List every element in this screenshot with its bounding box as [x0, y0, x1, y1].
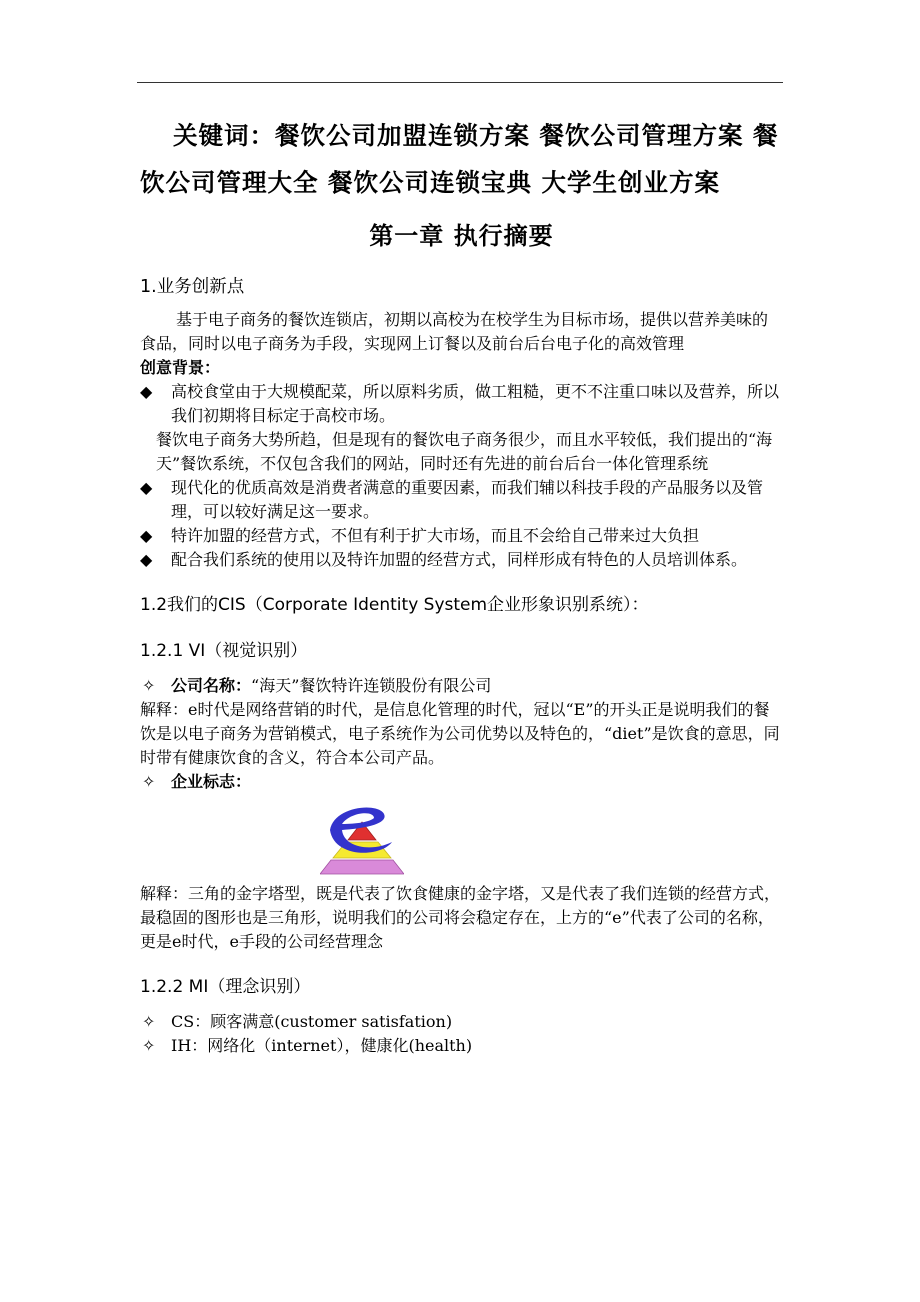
- diamond-outline-icon: ✧: [142, 1036, 156, 1055]
- explanation-paragraph: 解释：三角的金字塔型，既是代表了饮食健康的金字塔，又是代表了我们连锁的经营方式，最稳固的图形也是三角形，说明我们的公司将会稳定存在，上方的“e”代表了公司的名称，更是e时代，e手段的公司经营理念: [140, 884, 781, 951]
- background-label: 创意背景：: [140, 358, 221, 377]
- bullet-text: 配合我们系统的使用以及特许加盟的经营方式，同样形成有特色的人员培训体系。: [171, 550, 748, 569]
- bullet-item: [140, 380, 783, 428]
- company-name-value: “海天”餐饮特许连锁股份有限公司: [251, 676, 492, 695]
- keywords-line: 关键词：餐饮公司加盟连锁方案 餐饮公司管理方案 餐饮公司管理大全 餐饮公司连锁宝典 大学生创业方案: [140, 121, 779, 197]
- bullet-item: [140, 524, 783, 548]
- mi-item-text: CS：顾客满意(customer satisfation): [171, 1012, 453, 1031]
- diamond-bullet-icon: ◆: [140, 550, 153, 569]
- diamond-bullet-icon: ◆: [140, 478, 153, 497]
- header-rule: [137, 82, 783, 83]
- company-name-label: 公司名称：: [171, 676, 252, 695]
- explanation-paragraph: 解释：e时代是网络营销的时代，是信息化管理的时代，冠以“E”的开头正是说明我们的餐饮是以电子商务为营销模式，电子系统作为公司优势以及特色的，“diet”是饮食的意思，同时带有健康饮食的含义，符合本公司产品。: [140, 700, 780, 767]
- diamond-bullet-icon: ◆: [140, 382, 153, 401]
- bullet-text: 特许加盟的经营方式，不但有利于扩大市场，而且不会给自己带来过大负担: [171, 526, 700, 545]
- diamond-outline-icon: ✧: [142, 772, 156, 791]
- bullet-item: [140, 476, 783, 524]
- document-page: [140, 112, 783, 1058]
- bullet-text: 高校食堂由于大规模配菜，所以原料劣质，做工粗糙，更不不注重口味以及营养，所以我们初期将目标定于高校市场。: [171, 382, 780, 425]
- company-name-item: [140, 674, 783, 698]
- bullet-text: 现代化的优质高效是消费者满意的重要因素，而我们辅以科技手段的产品服务以及管理，可以较好满足这一要求。: [171, 478, 764, 521]
- intro-paragraph: 基于电子商务的餐饮连锁店，初期以高校为在校学生为目标市场，提供以营养美味的食品，同时以电子商务为手段，实现网上订餐以及前台后台电子化的高效管理: [140, 310, 769, 353]
- diamond-outline-icon: ✧: [142, 676, 156, 695]
- logo-label: 企业标志：: [171, 772, 252, 791]
- diamond-bullet-icon: ◆: [140, 526, 153, 545]
- chapter-title: 第一章 执行摘要: [369, 221, 554, 250]
- section-heading-vi: 1.2.1 VI（视觉识别）: [140, 641, 308, 661]
- section-heading-mi: 1.2.2 MI（理念识别）: [140, 977, 311, 997]
- section-heading-cis: 1.2我们的CIS（Corporate Identity System企业形象识别系统）：: [140, 595, 649, 615]
- logo-container: [140, 796, 783, 882]
- mi-item-text: IH：网络化（internet），健康化(health): [171, 1036, 473, 1055]
- bullet-item: [140, 548, 783, 572]
- mi-item: [140, 1010, 783, 1034]
- logo-label-item: [140, 770, 783, 794]
- mi-item: [140, 1034, 783, 1058]
- diamond-outline-icon: ✧: [142, 1012, 156, 1031]
- section-heading-innovation: 1.业务创新点: [140, 277, 245, 297]
- company-logo-icon: [320, 800, 404, 880]
- plain-paragraph: 餐饮电子商务大势所趋，但是现有的餐饮电子商务很少，而且水平较低，我们提出的“海天”餐饮系统，不仅包含我们的网站，同时还有先进的前台后台一体化管理系统: [156, 430, 773, 473]
